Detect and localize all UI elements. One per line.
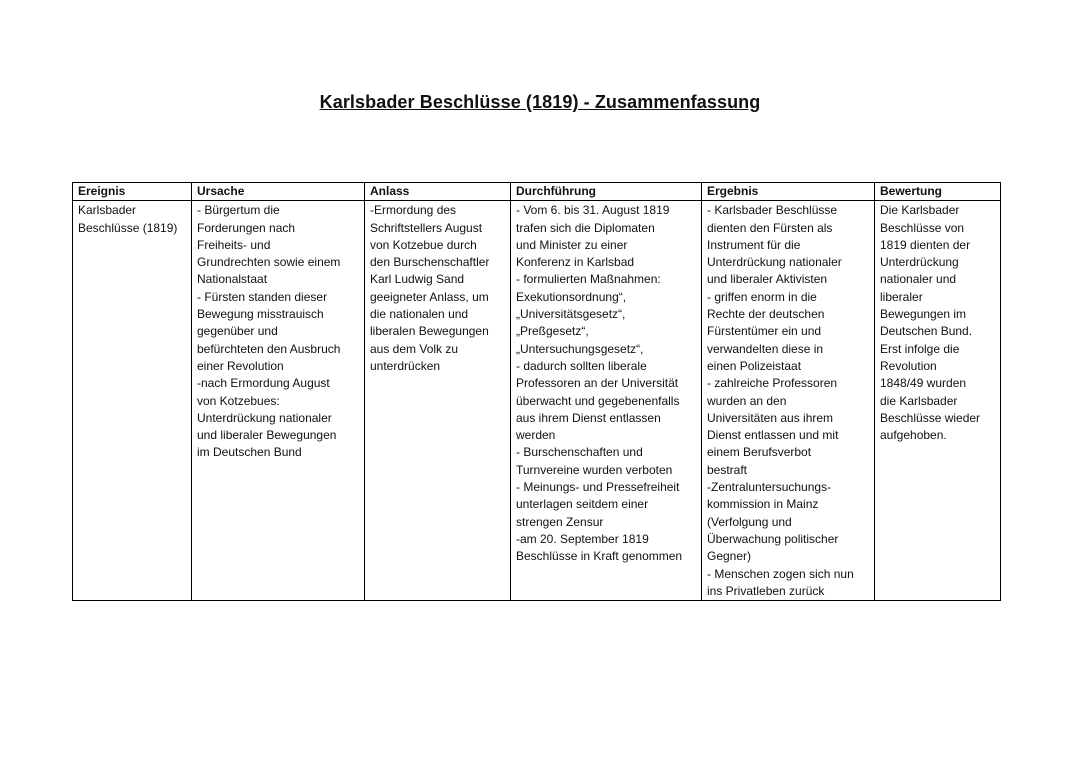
cell-ursache: - Bürgertum die Forderungen nach Freiheits- und Grundrechten sowie einem Nationalstaat - Fürsten standen dieser Bewegung misstrauisch gegenüber und befürchteten den Ausbruch einer Revolution -nach Ermordung August von Kotzebues: Unterdrückung nationaler und liberaler Bewegungen im Deutschen Bund	[192, 201, 365, 601]
header-durchfuehrung: Durchführung	[511, 183, 702, 201]
cell-ergebnis: - Karlsbader Beschlüsse dienten den Fürsten als Instrument für die Unterdrückung nationaler und liberaler Aktivisten - griffen enorm in die Rechte der deutschen Fürstentümer ein und verwandelten diese in einen Polizeistaat - zahlreiche Professoren wurden an den Universitäten aus ihrem Dienst entlassen und mit einem Berufsverbot bestraft -Zentraluntersuchungs- kommission in Mainz (Verfolgung und Überwachung politischer Gegner) - Menschen zogen sich nun ins Privatleben zurück	[702, 201, 875, 601]
header-bewertung: Bewertung	[875, 183, 1001, 201]
cell-bewertung: Die Karlsbader Beschlüsse von 1819 dienten der Unterdrückung nationaler und liberaler Bewegungen im Deutschen Bund. Erst infolge die Revolution 1848/49 wurden die Karlsbader Beschlüsse wieder aufgehoben.	[875, 201, 1001, 601]
page-title: Karlsbader Beschlüsse (1819) - Zusammenfassung	[319, 92, 761, 112]
summary-table	[72, 182, 1001, 601]
header-ursache: Ursache	[192, 183, 365, 201]
cell-ereignis: Karlsbader Beschlüsse (1819)	[73, 201, 192, 601]
header-ergebnis: Ergebnis	[702, 183, 875, 201]
header-ereignis: Ereignis	[73, 183, 192, 201]
cell-anlass: -Ermordung des Schriftstellers August von Kotzebue durch den Burschenschaftler Karl Ludwig Sand geeigneter Anlass, um die nationalen und liberalen Bewegungen aus dem Volk zu unterdrücken	[365, 201, 511, 601]
table-header-row	[73, 183, 1001, 201]
header-anlass: Anlass	[365, 183, 511, 201]
table-row	[73, 201, 1001, 601]
cell-durchfuehrung: - Vom 6. bis 31. August 1819 trafen sich die Diplomaten und Minister zu einer Konferenz in Karlsbad - formulierten Maßnahmen: Exekutionsordnung“, „Universitätsgesetz“, „Preßgesetz“, „Untersuchungsgesetz“, - dadurch sollten liberale Professoren an der Universität überwacht und gegebenenfalls aus ihrem Dienst entlassen werden - Burschenschaften und Turnvereine wurden verboten - Meinungs- und Pressefreiheit unterlagen seitdem einer strengen Zensur -am 20. September 1819 Beschlüsse in Kraft genommen	[511, 201, 702, 601]
